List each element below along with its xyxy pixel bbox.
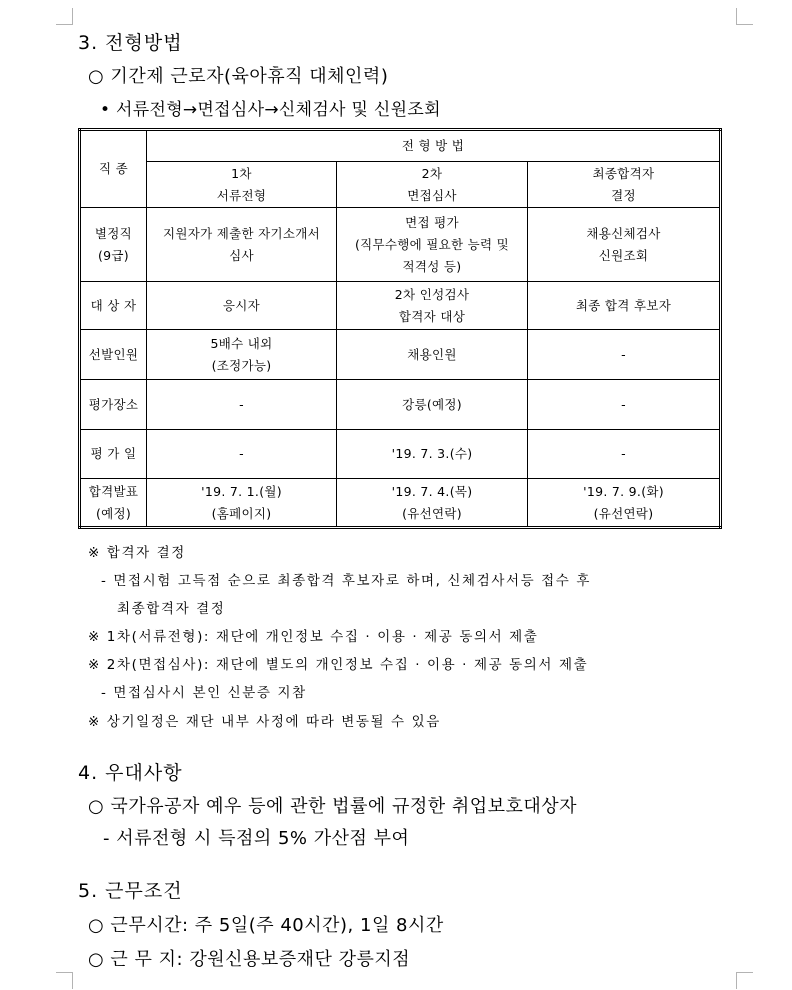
table-cell: -: [528, 380, 721, 430]
row-label: 대 상 자: [80, 282, 147, 330]
table-row: [80, 208, 721, 282]
table-cell: -: [147, 380, 337, 430]
stage-header-final: 최종합격자 결정: [528, 162, 721, 208]
table-cell: 5배수 내외 (조정가능): [147, 330, 337, 380]
section4-title: 4. 우대사항: [78, 762, 183, 784]
table-row: [80, 479, 721, 528]
note-line: ※ 합격자 결정: [88, 545, 186, 561]
table-cell: 채용신체검사 신원조회: [528, 208, 721, 282]
selection-table: [78, 128, 722, 529]
section4-sub: - 서류전형 시 득점의 5% 가산점 부여: [103, 828, 410, 849]
note-line: - 면접심사시 본인 신분증 지참: [101, 685, 307, 701]
note-line: ※ 1차(서류전형): 재단에 개인정보 수집 · 이용 · 제공 동의서 제출: [88, 629, 539, 645]
table-row: [80, 330, 721, 380]
crop-mark-top-left: [56, 8, 73, 25]
table-cell: 2차 인성검사 합격자 대상: [337, 282, 528, 330]
table-cell: 최종 합격 후보자: [528, 282, 721, 330]
section5-item: ○ 근 무 지: 강원신용보증재단 강릉지점: [88, 949, 411, 970]
table-cell: '19. 7. 9.(화) (유선연락): [528, 479, 721, 528]
table-row: [80, 430, 721, 479]
section3-bullet: ○ 기간제 근로자(육아휴직 대체인력): [88, 66, 389, 87]
table-cell: '19. 7. 4.(목) (유선연락): [337, 479, 528, 528]
table-row: [80, 282, 721, 330]
crop-mark-bottom-right: [736, 972, 753, 989]
stage-header-1: 1차 서류전형: [147, 162, 337, 208]
table-cell: 지원자가 제출한 자기소개서 심사: [147, 208, 337, 282]
stage-header-2: 2차 면접심사: [337, 162, 528, 208]
crop-mark-top-right: [736, 8, 753, 25]
table-cell: '19. 7. 1.(월) (홈페이지): [147, 479, 337, 528]
table-cell: '19. 7. 3.(수): [337, 430, 528, 479]
table-row: [80, 380, 721, 430]
table-cell: 채용인원: [337, 330, 528, 380]
section5-title: 5. 근무조건: [78, 880, 183, 902]
table-cell: 응시자: [147, 282, 337, 330]
header-selection-method: 전 형 방 법: [147, 130, 721, 162]
row-label: 평가장소: [80, 380, 147, 430]
note-line: - 면접시험 고득점 순으로 최종합격 후보자로 하며, 신체검사서등 접수 후: [101, 573, 591, 589]
note-line: ※ 상기일정은 재단 내부 사정에 따라 변동될 수 있음: [88, 714, 441, 730]
section5-item: ○ 근무시간: 주 5일(주 40시간), 1일 8시간: [88, 915, 444, 936]
crop-mark-bottom-left: [56, 972, 73, 989]
row-label: 별정직 (9급): [80, 208, 147, 282]
note-line: ※ 2차(면접심사): 재단에 별도의 개인정보 수집 · 이용 · 제공 동의서 제출: [88, 657, 589, 673]
note-line: 최종합격자 결정: [117, 601, 226, 617]
table-cell: -: [528, 330, 721, 380]
row-label: 선발인원: [80, 330, 147, 380]
table-cell: 강릉(예정): [337, 380, 528, 430]
table-cell: -: [528, 430, 721, 479]
section3-title: 3. 전형방법: [78, 32, 183, 54]
table-cell: -: [147, 430, 337, 479]
section4-bullet: ○ 국가유공자 예우 등에 관한 법률에 규정한 취업보호대상자: [88, 796, 578, 817]
row-label: 합격발표 (예정): [80, 479, 147, 528]
row-label: 평 가 일: [80, 430, 147, 479]
table-cell: 면접 평가 (직무수행에 필요한 능력 및 적격성 등): [337, 208, 528, 282]
section3-subbullet: • 서류전형→면접심사→신체검사 및 신원조회: [100, 100, 441, 120]
header-job-type: 직 종: [80, 130, 147, 208]
